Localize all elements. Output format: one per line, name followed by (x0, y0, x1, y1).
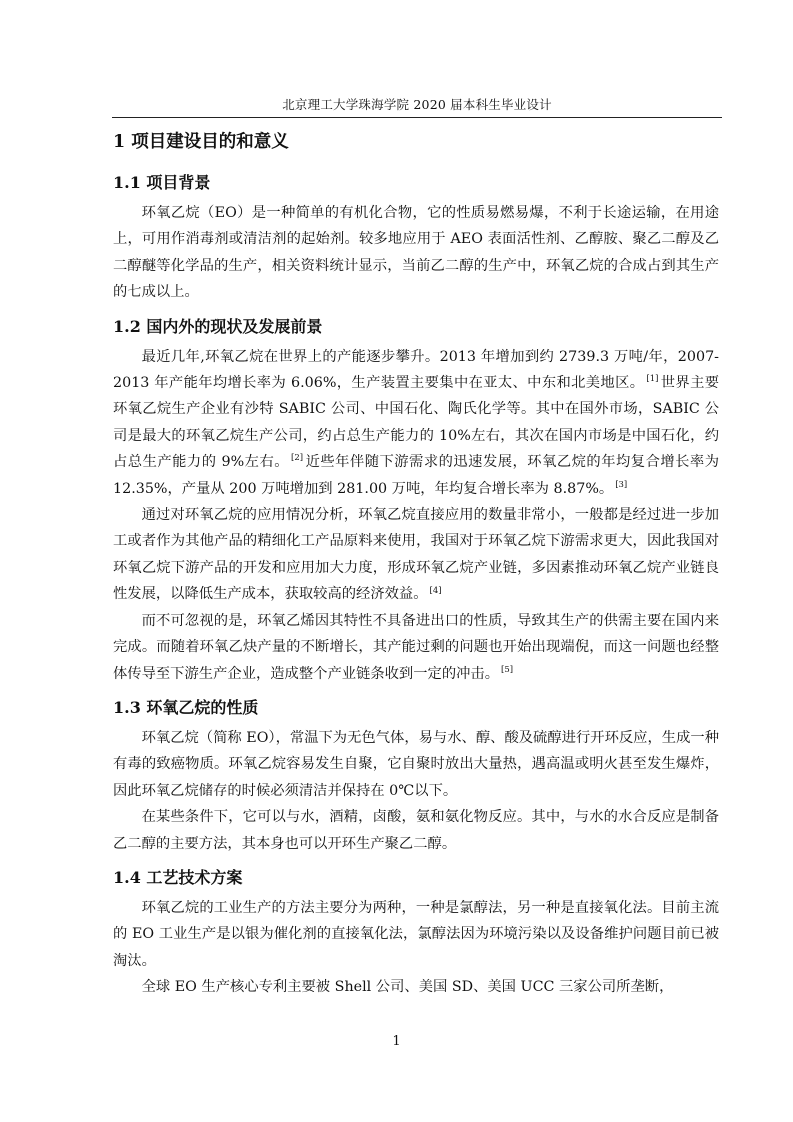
body-paragraph (113, 725, 719, 804)
chapter-title: 1 项目建设目的和意义 (113, 132, 289, 152)
text-run: 在某些条件下，它可以与水，酒精，卤酸，氨和氨化物反应。其中，与水的水合反应是制备乙二醇的主要方法，其本身也可以开环生产聚乙二醇。 (113, 809, 719, 852)
citation-ref: [5] (501, 664, 514, 675)
body-paragraph (113, 200, 719, 306)
body-paragraph (113, 974, 719, 1000)
page-number: 1 (392, 1034, 401, 1049)
body-paragraph (113, 608, 719, 687)
main-content (113, 128, 719, 1001)
section-heading: 1.3 环氧乙烷的性质 (113, 697, 259, 717)
text-run: 世界主要环氧乙烷生产企业有沙特 SABIC 公司、中国石化、陶氏化学等。其中在国外市场，SABIC 公司是最大的环氧乙烷生产公司，约占总生产能力的 10%左右，其次在国内市场是中国石化，约占总生产能力的 9%左右。 (113, 375, 720, 471)
section-heading: 1.1 项目背景 (113, 173, 211, 192)
text-run: 环氧乙烷（EO）是一种简单的有机化合物，它的性质易燃易爆，不利于长途运输，在用途上，可用作消毒剂或清洁剂的起始剂。较多地应用于 AEO 表面活性剂、乙醇胺、聚乙二醇及乙二醇醚等化学品的生产，相关资料统计显示，当前乙二醇的生产中，环氧乙烷的合成占到其生产的七成以上。 (113, 205, 719, 301)
running-header: 北京理工大学珠海学院 2020 届本科生毕业设计 (282, 97, 552, 112)
section-heading: 1.4 工艺技术方案 (113, 867, 243, 887)
body-paragraph (113, 804, 719, 857)
body-paragraph (113, 502, 719, 608)
citation-ref: [3] (615, 479, 628, 490)
text-run: 近些年伴随下游需求的迅速发展，环氧乙烷的年均复合增长率为 12.35%，产量从 200 万吨增加到 281.00 万吨，年均复合增长率为 8.87%。 (113, 454, 719, 497)
text-run: 全球 EO 生产核心专利主要被 Shell 公司、美国 SD、美国 UCC 三家公司所垄断， (141, 979, 674, 996)
body-paragraph (113, 895, 719, 974)
text-run: 最近几年,环氧乙烷在世界上的产能逐步攀升。2013 年增加到约 2739.3 万吨/年，2007-2013 年产能年均增长率为 6.06%，生产装置主要集中在亚太、中东和北美地区。 (113, 348, 719, 392)
text-run: 而不可忽视的是，环氧乙烯因其特性不具备进出口的性质，导致其生产的供需主要在国内来完成。而随着环氧乙炔产量的不断增长，其产能过剩的问题也开始出现端倪，而这一问题也经整体传导至下游生产企业，造成整个产业链条收到一定的冲击。 (113, 612, 719, 682)
sections-container (113, 170, 719, 1001)
text-run: 环氧乙烷（简称 EO），常温下为无色气体，易与水、醇、酸及硫醇进行开环反应，生成一种有毒的致癌物质。环氧乙烷容易发生自聚，它自聚时放出大量热，遇高温或明火甚至发生爆炸，因此环氧乙烷储存的时候必须清洁并保持在 0℃以下。 (113, 729, 719, 799)
citation-ref: [2] (291, 453, 304, 464)
section-heading: 1.2 国内外的现状及发展前景 (113, 316, 323, 336)
header-rule (112, 117, 722, 118)
text-run: 通过对环氧乙烷的应用情况分析，环氧乙烷直接应用的数量非常小，一般都是经过进一步加工或者作为其他产品的精细化工产品原料来使用，我国对于环氧乙烷下游需求更大，因此我国对环氧乙烷下游产品的开发和应用加大力度，形成环氧乙烷产业链，多因素推动环氧乙烷产业链良性发展，以降低生产成本，获取较高的经济效益。 (113, 507, 719, 603)
citation-ref: [4] (429, 585, 442, 596)
text-run: 环氧乙烷的工业生产的方法主要分为两种，一种是氯醇法，另一种是直接氧化法。目前主流的 EO 工业生产是以银为催化剂的直接氧化法，氯醇法因为环境污染以及设备维护问题目前已被淘汰。 (113, 899, 719, 969)
citation-ref: [1] (646, 374, 659, 385)
body-paragraph (113, 344, 719, 502)
